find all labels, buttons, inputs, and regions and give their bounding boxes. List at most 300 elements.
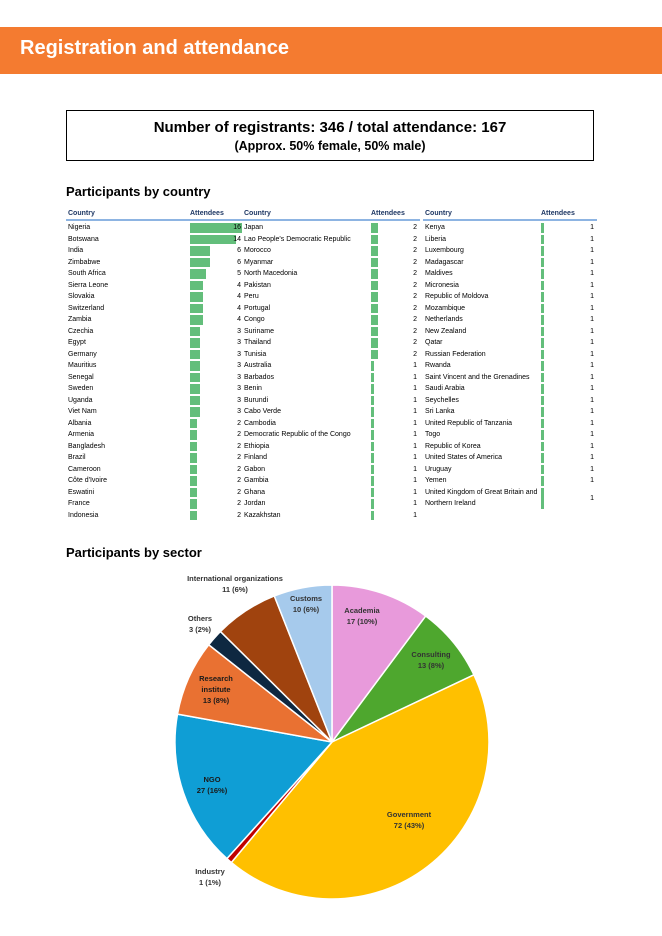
attendee-bar [190, 430, 197, 440]
attendee-count: 1 [413, 396, 417, 404]
attendee-count: 1 [590, 362, 594, 369]
country-row [66, 395, 244, 407]
attendee-count: 2 [413, 281, 417, 289]
country-row [423, 234, 597, 246]
attendee-bar [190, 281, 203, 291]
country-row [423, 314, 597, 326]
country-name: Brazil [68, 454, 86, 461]
country-name: United Kingdom of Great Britain and Northern Ireland [425, 488, 538, 507]
column-header [242, 209, 420, 221]
pie-value-label: 13 (8%) [417, 661, 445, 670]
attendee-count: 2 [237, 431, 241, 438]
country-name: Eswatini [68, 488, 95, 496]
attendee-count: 14 [233, 235, 241, 243]
attendee-bar [190, 246, 210, 256]
attendee-count: 1 [590, 270, 594, 277]
attendee-count: 2 [237, 465, 241, 473]
attendee-bar [190, 315, 203, 325]
country-name: Tunisia [244, 350, 267, 358]
attendee-bar [371, 361, 374, 371]
attendee-count: 1 [413, 465, 417, 473]
attendee-bar [190, 453, 197, 463]
country-name: Finland [244, 454, 267, 461]
attendee-bar [190, 338, 200, 348]
attendee-count: 1 [413, 373, 417, 381]
country-name: Gabon [244, 465, 266, 473]
attendee-bar [541, 235, 544, 245]
attendee-bar [541, 361, 544, 371]
header-country: Country [425, 210, 452, 217]
attendee-count: 1 [413, 385, 417, 392]
attendee-count: 3 [237, 339, 241, 346]
attendee-count: 2 [413, 247, 417, 254]
country-row [66, 360, 244, 372]
country-name: Morocco [244, 247, 271, 254]
attendee-count: 2 [237, 488, 241, 496]
attendee-bar [371, 258, 378, 268]
country-row [423, 418, 597, 430]
country-name: Jordan [244, 500, 266, 507]
attendee-bar [371, 442, 374, 452]
attendee-bar [190, 419, 197, 429]
country-name: Sierra Leone [68, 281, 109, 289]
country-row [423, 441, 597, 453]
attendee-bar [541, 327, 544, 337]
country-row [66, 372, 244, 384]
attendee-count: 1 [590, 454, 594, 461]
attendee-bar [190, 292, 203, 302]
country-name: Côte d'Ivoire [68, 477, 108, 484]
pie-category-label: Government [386, 810, 432, 819]
header-attendees: Attendees [541, 210, 575, 217]
country-name: Netherlands [425, 316, 463, 323]
country-row [66, 326, 244, 338]
attendee-count: 1 [590, 281, 594, 289]
attendee-count: 1 [590, 316, 594, 323]
country-name: Nigeria [68, 224, 91, 231]
attendee-count: 1 [590, 494, 594, 502]
country-row [423, 222, 597, 234]
attendee-count: 2 [413, 327, 417, 335]
country-row [242, 395, 420, 407]
attendee-bar [541, 419, 544, 429]
attendee-count: 1 [590, 304, 594, 312]
header-banner [0, 27, 662, 74]
country-row [66, 441, 244, 453]
country-name: Albania [68, 419, 92, 427]
attendee-bar [190, 361, 200, 371]
country-name: Burundi [244, 396, 269, 404]
attendee-count: 1 [590, 235, 594, 243]
country-name: Sri Lanka [425, 408, 455, 415]
attendee-count: 2 [413, 270, 417, 277]
attendee-count: 1 [413, 442, 417, 450]
attendee-bar [190, 304, 203, 314]
attendee-bar [371, 384, 374, 394]
country-row [242, 441, 420, 453]
attendee-count: 1 [590, 373, 594, 381]
attendee-count: 1 [413, 454, 417, 461]
country-name: Republic of Moldova [425, 293, 489, 300]
country-table [66, 209, 596, 527]
attendee-bar [190, 269, 206, 279]
countries-section-title: Participants by country [66, 184, 211, 199]
attendee-count: 2 [237, 454, 241, 461]
country-name: Uruguay [425, 465, 452, 473]
country-name: Mozambique [425, 304, 466, 312]
attendee-bar [371, 304, 378, 314]
attendee-count: 5 [237, 270, 241, 277]
country-row [242, 268, 420, 280]
attendee-bar [190, 327, 200, 337]
country-row [423, 268, 597, 280]
attendee-count: 1 [413, 408, 417, 415]
country-row [242, 280, 420, 292]
attendee-bar [541, 338, 544, 348]
attendee-count: 1 [590, 408, 594, 415]
attendee-bar [371, 430, 374, 440]
country-name: Thailand [244, 339, 271, 346]
country-name: Myanmar [244, 258, 274, 266]
country-row [423, 257, 597, 269]
header-country: Country [68, 210, 95, 217]
attendee-bar [371, 315, 378, 325]
attendee-count: 1 [590, 419, 594, 427]
country-name: India [68, 247, 84, 254]
country-row [423, 372, 597, 384]
attendee-count: 3 [237, 396, 241, 404]
country-name: South Africa [68, 270, 106, 277]
summary-registrants: Number of registrants: 346 / total attendance: 167 [153, 119, 507, 136]
country-row [242, 475, 420, 487]
country-row [242, 245, 420, 257]
country-name: Germany [68, 350, 97, 358]
attendee-count: 1 [590, 442, 594, 450]
country-row [66, 418, 244, 430]
country-name: Australia [244, 362, 272, 369]
attendee-count: 3 [237, 327, 241, 335]
country-name: Mauritius [68, 362, 97, 369]
country-row [66, 452, 244, 464]
attendee-count: 1 [590, 224, 594, 231]
country-row [423, 475, 597, 487]
attendee-count: 4 [237, 304, 241, 312]
country-name: Yemen [425, 477, 447, 484]
country-name: United Republic of Tanzania [425, 419, 513, 427]
attendee-bar [541, 315, 544, 325]
sector-pie-chart [160, 570, 500, 910]
attendee-bar [371, 499, 374, 509]
country-row [423, 360, 597, 372]
country-row [423, 383, 597, 395]
attendee-bar [541, 373, 544, 383]
country-column-1 [66, 209, 244, 521]
country-name: Rwanda [425, 362, 451, 369]
country-name: Zambia [68, 316, 92, 323]
attendee-bar [190, 384, 200, 394]
country-row [242, 452, 420, 464]
attendee-bar [371, 407, 374, 417]
pie-category-label: Others [187, 614, 213, 623]
summary-box [66, 110, 594, 161]
attendee-bar [541, 407, 544, 417]
country-row [242, 222, 420, 234]
attendee-bar [541, 292, 544, 302]
attendee-count: 1 [590, 465, 594, 473]
country-name: Portugal [244, 304, 271, 312]
attendee-count: 1 [413, 362, 417, 369]
country-row [423, 291, 597, 303]
attendee-bar [371, 465, 374, 475]
pie-category-label: Research [199, 674, 233, 683]
country-name: Peru [244, 293, 259, 300]
attendee-count: 3 [237, 362, 241, 369]
pie-category-label: Academia [344, 606, 380, 615]
column-header [66, 209, 244, 221]
country-name: Benin [244, 385, 262, 392]
attendee-bar [541, 350, 544, 360]
country-row [66, 475, 244, 487]
country-row [423, 429, 597, 441]
attendee-count: 1 [590, 247, 594, 254]
attendee-bar [190, 407, 200, 417]
attendee-count: 2 [413, 339, 417, 346]
country-name: Cabo Verde [244, 408, 281, 415]
attendee-bar [371, 327, 378, 337]
attendee-bar [190, 258, 210, 268]
attendee-count: 2 [413, 235, 417, 243]
country-name: Democratic Republic of the Congo [244, 431, 351, 438]
attendee-bar [541, 488, 544, 509]
attendee-count: 1 [590, 385, 594, 392]
attendee-bar [541, 304, 544, 314]
country-row [66, 314, 244, 326]
country-row [242, 337, 420, 349]
attendee-bar [541, 384, 544, 394]
attendee-count: 2 [237, 419, 241, 427]
attendee-count: 1 [590, 327, 594, 335]
country-name: Micronesia [425, 281, 459, 289]
attendee-count: 2 [413, 258, 417, 266]
country-row [423, 464, 597, 476]
attendee-bar [371, 419, 374, 429]
country-row [423, 487, 597, 510]
country-row [66, 257, 244, 269]
pie-value-label: 1 (1%) [198, 878, 222, 887]
country-name: Togo [425, 431, 441, 438]
attendee-count: 1 [413, 488, 417, 496]
country-name: Slovakia [68, 293, 95, 300]
attendee-count: 2 [413, 316, 417, 323]
country-row [66, 245, 244, 257]
attendee-bar [190, 511, 197, 521]
attendee-bar [541, 453, 544, 463]
attendee-bar [371, 373, 374, 383]
attendee-bar [190, 396, 200, 406]
country-name: France [68, 500, 90, 507]
country-row [66, 337, 244, 349]
country-row [242, 291, 420, 303]
country-name: Pakistan [244, 281, 271, 289]
attendee-count: 1 [590, 431, 594, 438]
country-name: Indonesia [68, 511, 99, 519]
attendee-count: 1 [413, 477, 417, 484]
country-name: Republic of Korea [425, 442, 481, 450]
pie-value-label: 72 (43%) [393, 821, 425, 830]
country-name: Saudi Arabia [425, 385, 465, 392]
country-row [66, 429, 244, 441]
country-name: Kenya [425, 224, 445, 231]
attendee-count: 2 [413, 224, 417, 231]
attendee-bar [371, 350, 378, 360]
attendee-bar [371, 476, 374, 486]
attendee-count: 1 [413, 511, 417, 519]
country-name: Cameroon [68, 465, 101, 473]
country-name: Liberia [425, 235, 447, 243]
country-row [242, 372, 420, 384]
country-name: Armenia [68, 431, 95, 438]
country-name: Bangladesh [68, 442, 105, 450]
country-name: Ghana [244, 488, 266, 496]
pie-value-label: 27 (16%) [196, 786, 228, 795]
header-attendees: Attendees [371, 210, 405, 217]
sector-pie-svg [160, 570, 500, 910]
country-row [66, 268, 244, 280]
attendee-bar [541, 442, 544, 452]
country-row [66, 349, 244, 361]
attendee-bar [190, 499, 197, 509]
country-name: Suriname [244, 327, 274, 335]
country-row [66, 222, 244, 234]
country-name: Viet Nam [68, 408, 97, 415]
attendee-bar [190, 465, 197, 475]
country-column-3 [423, 209, 597, 510]
country-row [423, 395, 597, 407]
attendee-bar [371, 246, 378, 256]
attendee-bar [541, 476, 544, 486]
pie-value-label: 10 (6%) [292, 605, 320, 614]
attendee-count: 6 [237, 247, 241, 254]
attendee-bar [541, 246, 544, 256]
attendee-count: 4 [237, 316, 241, 323]
country-name: Gambia [244, 477, 269, 484]
attendee-bar [541, 430, 544, 440]
attendee-count: 3 [237, 373, 241, 381]
attendee-bar [371, 292, 378, 302]
header-country: Country [244, 210, 271, 217]
country-row [242, 418, 420, 430]
pie-value-label: 11 (6%) [222, 585, 248, 594]
country-row [242, 257, 420, 269]
country-name: Maldives [425, 270, 453, 277]
country-row [242, 498, 420, 510]
country-name: Kazakhstan [244, 511, 281, 519]
attendee-count: 2 [237, 511, 241, 519]
attendee-bar [190, 442, 197, 452]
attendee-bar [371, 281, 378, 291]
country-name: Barbados [244, 373, 274, 381]
attendee-count: 2 [413, 293, 417, 300]
pie-category-label: institute [201, 685, 231, 694]
country-name: Lao People's Democratic Republic [244, 235, 351, 243]
country-name: Japan [244, 224, 264, 231]
country-row [242, 326, 420, 338]
country-name: Sweden [68, 385, 94, 392]
country-row [242, 510, 420, 522]
attendee-count: 6 [237, 258, 241, 266]
attendee-bar [190, 235, 236, 245]
country-row [242, 429, 420, 441]
attendee-bar [541, 269, 544, 279]
attendee-bar [190, 350, 200, 360]
pie-category-label: NGO [203, 775, 221, 784]
attendee-bar [190, 476, 197, 486]
country-name: North Macedonia [244, 270, 298, 277]
pie-category-label: Industry [195, 867, 225, 876]
country-name: Zimbabwe [68, 258, 101, 266]
attendee-bar [371, 338, 378, 348]
attendee-bar [371, 488, 374, 498]
country-row [66, 291, 244, 303]
country-row [242, 487, 420, 499]
attendee-count: 2 [237, 500, 241, 507]
country-row [423, 349, 597, 361]
attendee-bar [371, 223, 378, 233]
country-name: Switzerland [68, 304, 105, 312]
country-name: Seychelles [425, 396, 459, 404]
attendee-bar [541, 223, 544, 233]
country-name: Qatar [425, 339, 443, 346]
country-row [423, 326, 597, 338]
country-row [242, 383, 420, 395]
country-row [423, 452, 597, 464]
attendee-bar [371, 453, 374, 463]
country-row [242, 360, 420, 372]
pie-value-label: 3 (2%) [188, 625, 212, 634]
attendee-bar [190, 373, 200, 383]
country-name: Botswana [68, 235, 99, 243]
attendee-count: 16 [233, 224, 241, 231]
attendee-bar [371, 511, 374, 521]
country-row [242, 349, 420, 361]
country-name: Ethiopia [244, 442, 270, 450]
country-row [423, 303, 597, 315]
attendee-count: 1 [413, 419, 417, 427]
pie-value-label: 17 (10%) [346, 617, 378, 626]
page-title: Registration and attendance [20, 37, 289, 59]
country-name: Congo [244, 316, 265, 323]
country-row [242, 303, 420, 315]
country-row [66, 498, 244, 510]
country-row [242, 464, 420, 476]
country-row [66, 303, 244, 315]
country-row [423, 245, 597, 257]
attendee-bar [541, 465, 544, 475]
attendee-count: 2 [413, 350, 417, 358]
pie-category-label: Customs [289, 594, 323, 603]
attendee-count: 1 [590, 293, 594, 300]
pie-category-label: Consulting [411, 650, 451, 659]
country-column-2 [242, 209, 420, 521]
attendee-bar [371, 235, 378, 245]
attendee-count: 4 [237, 293, 241, 300]
country-row [66, 464, 244, 476]
attendee-bar [371, 269, 378, 279]
attendee-count: 1 [590, 396, 594, 404]
country-row [242, 406, 420, 418]
attendee-count: 1 [590, 258, 594, 266]
attendee-count: 1 [413, 500, 417, 507]
